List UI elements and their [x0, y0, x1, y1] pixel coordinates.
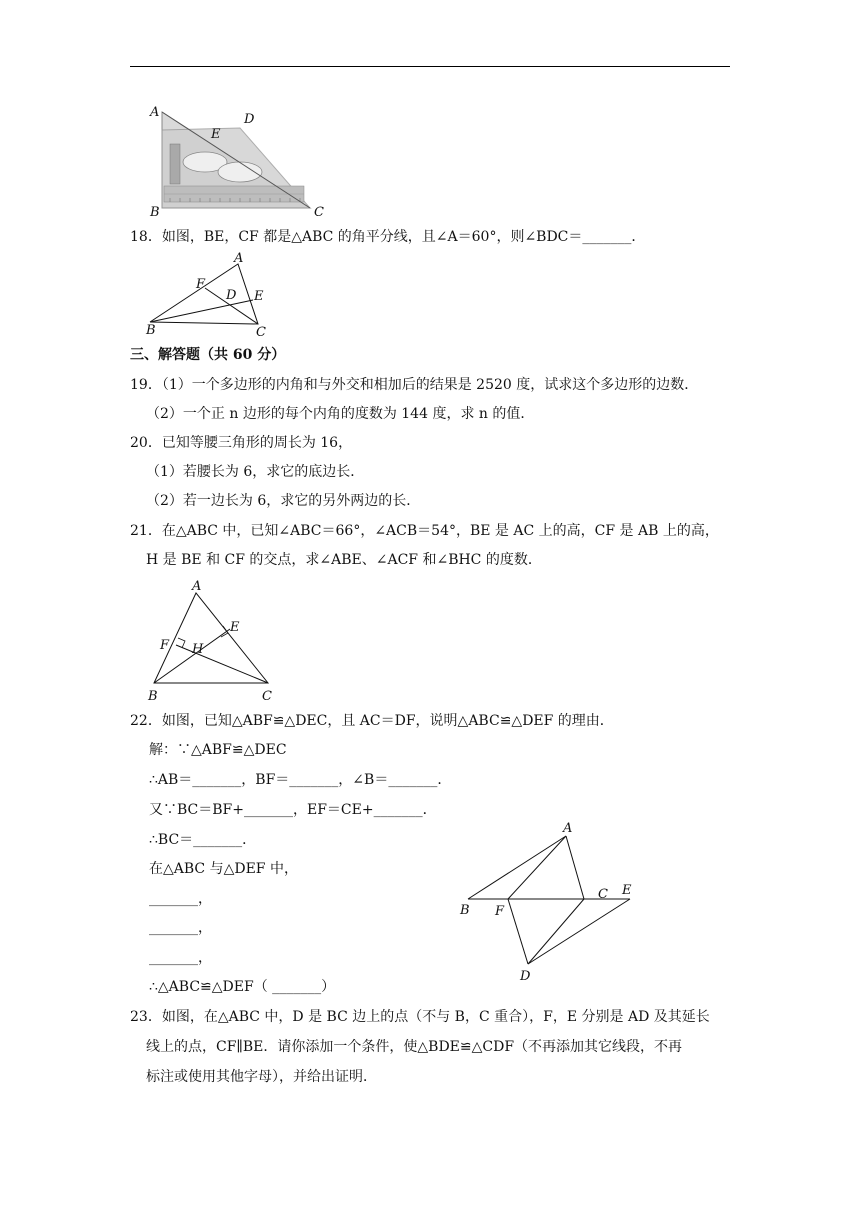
- section-title: 三、解答题（共 60 分）: [130, 347, 286, 363]
- q23-line3: 标注或使用其他字母），并给出证明．: [146, 1069, 377, 1085]
- q18-text: 18．如图，BE，CF 都是△ABC 的角平分线，且∠A＝60°，则∠BDC＝_______．: [130, 229, 646, 245]
- header-rule: [130, 66, 730, 67]
- q22-line10: ∴△ABC≌△DEF（ _______）: [149, 979, 336, 995]
- q22-label-E: E: [622, 883, 632, 898]
- q20-line1: 20．已知等腰三角形的周长为 16，: [130, 435, 353, 451]
- q18-label-E: E: [254, 289, 264, 304]
- q18-label-D: D: [226, 288, 237, 303]
- q22-figure: [450, 818, 650, 988]
- fig-ruler-label-A: A: [150, 105, 160, 120]
- q21-label-B: B: [148, 689, 158, 704]
- q22-line5: ∴BC＝_______．: [149, 832, 257, 848]
- q22-line1: 22．如图，已知△ABF≌△DEC，且 AC＝DF，说明△ABC≌△DEF 的理由．: [130, 713, 614, 729]
- q19-line1: 19．（1）一个多边形的内角和与外交和相加后的结果是 2520 度，试求这个多边形的边数．: [130, 377, 699, 393]
- q22-line9: _______，: [149, 950, 212, 966]
- q21-label-A: A: [192, 579, 202, 594]
- fig-ruler-label-D: D: [244, 112, 255, 127]
- q22-line4: 又∵BC＝BF+_______，EF＝CE+_______．: [149, 802, 437, 818]
- q22-label-A: A: [563, 821, 573, 836]
- q19-line2: （2）一个正 n 边形的每个内角的度数为 144 度，求 n 的值．: [146, 406, 535, 422]
- q18-label-B: B: [146, 323, 156, 338]
- fig-ruler-label-B: B: [150, 205, 160, 220]
- q22-line2: 解：∵△ABF≌△DEC: [149, 742, 287, 758]
- q23-line2: 线上的点，CF∥BE．请你添加一个条件，使△BDE≌△CDF（不再添加其它线段，不再: [146, 1039, 683, 1055]
- q22-line8: _______，: [149, 920, 212, 936]
- q20-line3: （2）若一边长为 6，求它的另外两边的长．: [146, 493, 421, 509]
- fig-ruler-label-E: E: [211, 127, 221, 142]
- q21-triangle-figure: [140, 577, 290, 705]
- q18-label-F: F: [196, 277, 206, 292]
- q21-line2: H 是 BE 和 CF 的交点，求∠ABE、∠ACF 和∠BHC 的度数．: [146, 552, 542, 568]
- q21-line1: 21．在△ABC 中，已知∠ABC＝66°，∠ACB＝54°，BE 是 AC 上的高，CF 是 AB 上的高，: [130, 523, 719, 539]
- q22-label-F: F: [495, 904, 505, 919]
- q20-line2: （1）若腰长为 6，求它的底边长．: [146, 464, 365, 480]
- q22-label-C: C: [598, 887, 608, 902]
- q21-label-C: C: [262, 689, 272, 704]
- q18-label-C: C: [256, 325, 266, 340]
- q22-line3: ∴AB＝_______，BF＝_______，∠B＝_______．: [149, 772, 452, 788]
- q22-label-D: D: [520, 969, 531, 984]
- q21-label-E: E: [230, 620, 240, 635]
- set-square-figure: [140, 100, 340, 220]
- q23-line1: 23．如图，在△ABC 中，D 是 BC 边上的点（不与 B，C 重合），F，E 分别是 AD 及其延长: [130, 1009, 710, 1025]
- q22-line6: 在△ABC 与△DEF 中，: [149, 861, 298, 877]
- q21-label-F: F: [160, 638, 170, 653]
- q21-label-H: H: [192, 642, 204, 657]
- q18-label-A: A: [234, 251, 244, 266]
- q22-line7: _______，: [149, 891, 212, 907]
- q18-triangle-figure: [140, 250, 280, 340]
- q22-label-B: B: [460, 903, 470, 918]
- fig-ruler-label-C: C: [314, 205, 324, 220]
